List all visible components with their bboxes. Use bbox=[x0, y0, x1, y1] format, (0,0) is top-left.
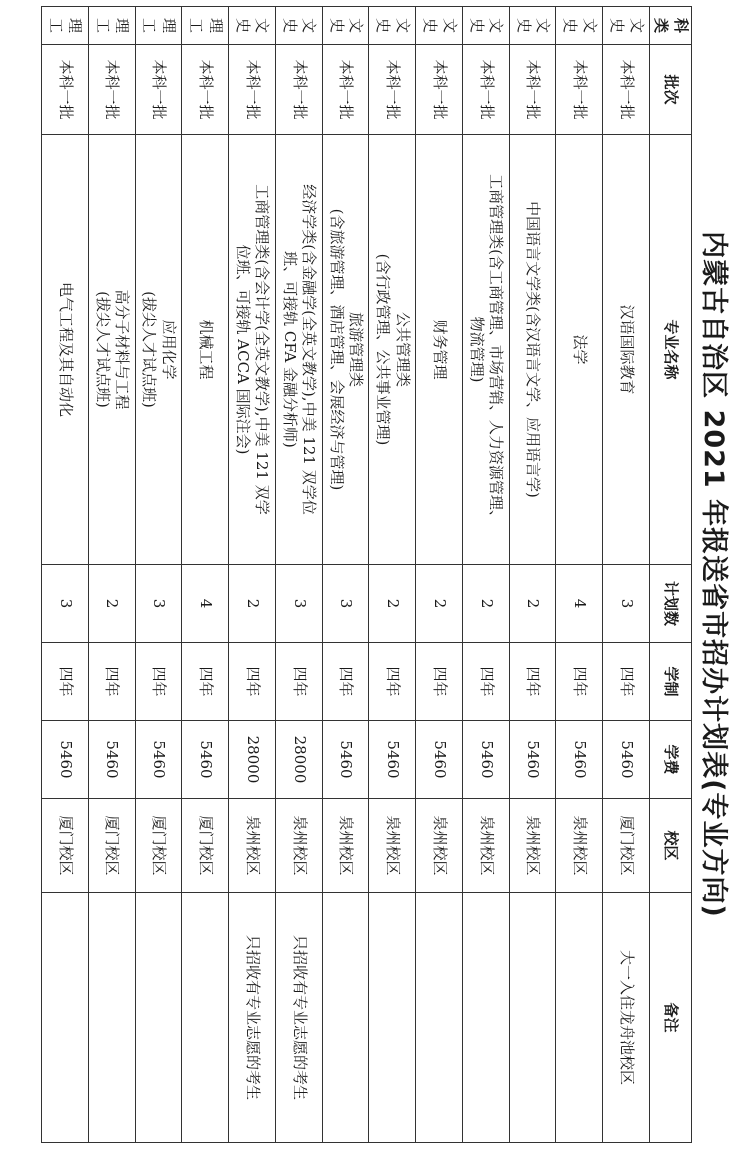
cell-campus: 泉州校区 bbox=[369, 799, 416, 893]
header-subject-type: 科类 bbox=[650, 7, 692, 45]
cell-subject-type: 文史 bbox=[556, 7, 603, 45]
cell-batch: 本科一批 bbox=[182, 45, 229, 135]
major-line: 应用化学 bbox=[159, 319, 178, 380]
cell-major-name bbox=[275, 135, 322, 565]
cell-duration: 四年 bbox=[462, 643, 509, 721]
cell-subject-type: 理工 bbox=[182, 7, 229, 45]
cell-remarks bbox=[42, 893, 89, 1143]
table-row bbox=[135, 7, 182, 1143]
cell-tuition: 5460 bbox=[369, 721, 416, 799]
header-campus: 校区 bbox=[650, 799, 692, 893]
header-plan-count: 计划数 bbox=[650, 565, 692, 643]
cell-major-name bbox=[229, 135, 276, 565]
major-line: 旅游管理类 bbox=[347, 311, 366, 387]
cell-batch: 本科一批 bbox=[42, 45, 89, 135]
table-row bbox=[556, 7, 603, 1143]
major-line: 电气工程及其自动化 bbox=[56, 281, 75, 417]
major-line: 高分子材料与工程 bbox=[113, 289, 132, 410]
cell-subject-type: 文史 bbox=[322, 7, 369, 45]
table-row bbox=[369, 7, 416, 1143]
table-row bbox=[416, 7, 463, 1143]
cell-plan-count: 2 bbox=[229, 565, 276, 643]
cell-major-name bbox=[462, 135, 509, 565]
table-row bbox=[322, 7, 369, 1143]
table-row bbox=[42, 7, 89, 1143]
header-remarks: 备注 bbox=[650, 893, 692, 1143]
cell-tuition: 5460 bbox=[603, 721, 650, 799]
cell-tuition: 5460 bbox=[322, 721, 369, 799]
cell-subject-type: 文史 bbox=[462, 7, 509, 45]
cell-batch: 本科一批 bbox=[88, 45, 135, 135]
major-line: (含旅游管理、酒店管理、会展经济与管理) bbox=[327, 208, 346, 491]
cell-duration: 四年 bbox=[229, 643, 276, 721]
cell-batch: 本科一批 bbox=[603, 45, 650, 135]
header-major-name: 专业名称 bbox=[650, 135, 692, 565]
cell-batch: 本科一批 bbox=[135, 45, 182, 135]
cell-remarks bbox=[462, 893, 509, 1143]
cell-major-name bbox=[416, 135, 463, 565]
cell-plan-count: 4 bbox=[182, 565, 229, 643]
cell-duration: 四年 bbox=[42, 643, 89, 721]
cell-tuition: 5460 bbox=[135, 721, 182, 799]
cell-remarks bbox=[556, 893, 603, 1143]
cell-subject-type: 文史 bbox=[275, 7, 322, 45]
major-line: 工商管理类(含会计学(全英文教学),中美 121 双学 bbox=[253, 184, 272, 515]
major-line: 物流管理) bbox=[467, 316, 486, 383]
cell-campus: 厦门校区 bbox=[88, 799, 135, 893]
cell-tuition: 5460 bbox=[462, 721, 509, 799]
cell-duration: 四年 bbox=[182, 643, 229, 721]
cell-campus: 泉州校区 bbox=[322, 799, 369, 893]
cell-campus: 泉州校区 bbox=[509, 799, 556, 893]
major-line: (拔尖人才试点班) bbox=[140, 291, 159, 408]
cell-campus: 泉州校区 bbox=[462, 799, 509, 893]
major-line: (拔尖人才试点班) bbox=[93, 291, 112, 408]
document-title: 内蒙古自治区 2021 年报送省市招办计划表(专业方向) bbox=[698, 231, 729, 918]
table-row bbox=[88, 7, 135, 1143]
cell-major-name bbox=[369, 135, 416, 565]
cell-remarks bbox=[182, 893, 229, 1143]
table-row bbox=[182, 7, 229, 1143]
cell-subject-type: 文史 bbox=[603, 7, 650, 45]
cell-batch: 本科一批 bbox=[229, 45, 276, 135]
cell-remarks bbox=[509, 893, 556, 1143]
cell-subject-type: 理工 bbox=[135, 7, 182, 45]
major-line: 工商管理类(含工商管理、市场营销、人力资源管理、 bbox=[487, 174, 506, 525]
cell-remarks: 大一入住龙舟池校区 bbox=[603, 893, 650, 1143]
cell-batch: 本科一批 bbox=[275, 45, 322, 135]
cell-subject-type: 文史 bbox=[369, 7, 416, 45]
cell-remarks bbox=[369, 893, 416, 1143]
cell-tuition: 5460 bbox=[509, 721, 556, 799]
cell-plan-count: 2 bbox=[462, 565, 509, 643]
cell-duration: 四年 bbox=[88, 643, 135, 721]
cell-duration: 四年 bbox=[416, 643, 463, 721]
table-row bbox=[603, 7, 650, 1143]
cell-tuition: 5460 bbox=[42, 721, 89, 799]
enrollment-plan-table bbox=[41, 6, 692, 1143]
cell-remarks: 只招收有专业志愿的考生 bbox=[229, 893, 276, 1143]
header-duration: 学制 bbox=[650, 643, 692, 721]
cell-tuition: 5460 bbox=[88, 721, 135, 799]
cell-major-name bbox=[42, 135, 89, 565]
cell-campus: 厦门校区 bbox=[42, 799, 89, 893]
cell-subject-type: 文史 bbox=[229, 7, 276, 45]
cell-subject-type: 文史 bbox=[509, 7, 556, 45]
major-line: 经济学类(含金融学(全英文教学),中美 121 双学位 bbox=[300, 184, 319, 515]
cell-tuition: 5460 bbox=[556, 721, 603, 799]
cell-batch: 本科一批 bbox=[322, 45, 369, 135]
cell-subject-type: 理工 bbox=[42, 7, 89, 45]
cell-major-name bbox=[509, 135, 556, 565]
cell-batch: 本科一批 bbox=[416, 45, 463, 135]
cell-major-name bbox=[135, 135, 182, 565]
header-batch: 批次 bbox=[650, 45, 692, 135]
table-row bbox=[509, 7, 556, 1143]
cell-duration: 四年 bbox=[369, 643, 416, 721]
cell-campus: 泉州校区 bbox=[416, 799, 463, 893]
header-tuition: 学费 bbox=[650, 721, 692, 799]
cell-batch: 本科一批 bbox=[509, 45, 556, 135]
cell-remarks bbox=[322, 893, 369, 1143]
major-line: 中国语言文学类(含汉语言文学、应用语言学) bbox=[524, 201, 543, 498]
cell-remarks bbox=[88, 893, 135, 1143]
cell-campus: 厦门校区 bbox=[135, 799, 182, 893]
cell-batch: 本科一批 bbox=[462, 45, 509, 135]
cell-major-name bbox=[182, 135, 229, 565]
cell-plan-count: 2 bbox=[369, 565, 416, 643]
cell-major-name bbox=[88, 135, 135, 565]
major-line: 汉语国际教育 bbox=[617, 304, 636, 395]
cell-campus: 厦门校区 bbox=[603, 799, 650, 893]
cell-duration: 四年 bbox=[135, 643, 182, 721]
cell-tuition: 5460 bbox=[182, 721, 229, 799]
cell-campus: 泉州校区 bbox=[229, 799, 276, 893]
cell-subject-type: 文史 bbox=[416, 7, 463, 45]
cell-tuition: 28000 bbox=[275, 721, 322, 799]
cell-plan-count: 2 bbox=[509, 565, 556, 643]
table-row bbox=[275, 7, 322, 1143]
table-row bbox=[229, 7, 276, 1143]
cell-major-name bbox=[322, 135, 369, 565]
cell-plan-count: 3 bbox=[322, 565, 369, 643]
cell-plan-count: 3 bbox=[135, 565, 182, 643]
cell-duration: 四年 bbox=[603, 643, 650, 721]
cell-plan-count: 4 bbox=[556, 565, 603, 643]
cell-campus: 泉州校区 bbox=[556, 799, 603, 893]
major-line: 财务管理 bbox=[430, 319, 449, 380]
major-line: 位班、可接轨 ACCA 国际注会) bbox=[234, 244, 252, 455]
cell-campus: 厦门校区 bbox=[182, 799, 229, 893]
cell-campus: 泉州校区 bbox=[275, 799, 322, 893]
cell-batch: 本科一批 bbox=[369, 45, 416, 135]
cell-tuition: 28000 bbox=[229, 721, 276, 799]
cell-plan-count: 2 bbox=[416, 565, 463, 643]
major-line: 班、可接轨 CFA 金融分析师) bbox=[280, 251, 299, 448]
cell-duration: 四年 bbox=[275, 643, 322, 721]
table-header-row bbox=[650, 7, 692, 1143]
cell-plan-count: 3 bbox=[42, 565, 89, 643]
cell-batch: 本科一批 bbox=[556, 45, 603, 135]
cell-major-name bbox=[603, 135, 650, 565]
cell-remarks bbox=[135, 893, 182, 1143]
table-row bbox=[462, 7, 509, 1143]
cell-tuition: 5460 bbox=[416, 721, 463, 799]
cell-plan-count: 2 bbox=[88, 565, 135, 643]
cell-plan-count: 3 bbox=[275, 565, 322, 643]
cell-duration: 四年 bbox=[556, 643, 603, 721]
major-line: (含行政管理、公共事业管理) bbox=[374, 253, 393, 446]
cell-plan-count: 3 bbox=[603, 565, 650, 643]
cell-remarks: 只招收有专业志愿的考生 bbox=[275, 893, 322, 1143]
cell-remarks bbox=[416, 893, 463, 1143]
major-line: 法学 bbox=[571, 334, 590, 365]
cell-major-name bbox=[556, 135, 603, 565]
major-line: 公共管理类 bbox=[393, 311, 412, 387]
cell-duration: 四年 bbox=[322, 643, 369, 721]
cell-subject-type: 理工 bbox=[88, 7, 135, 45]
cell-duration: 四年 bbox=[509, 643, 556, 721]
major-line: 机械工程 bbox=[196, 319, 215, 380]
